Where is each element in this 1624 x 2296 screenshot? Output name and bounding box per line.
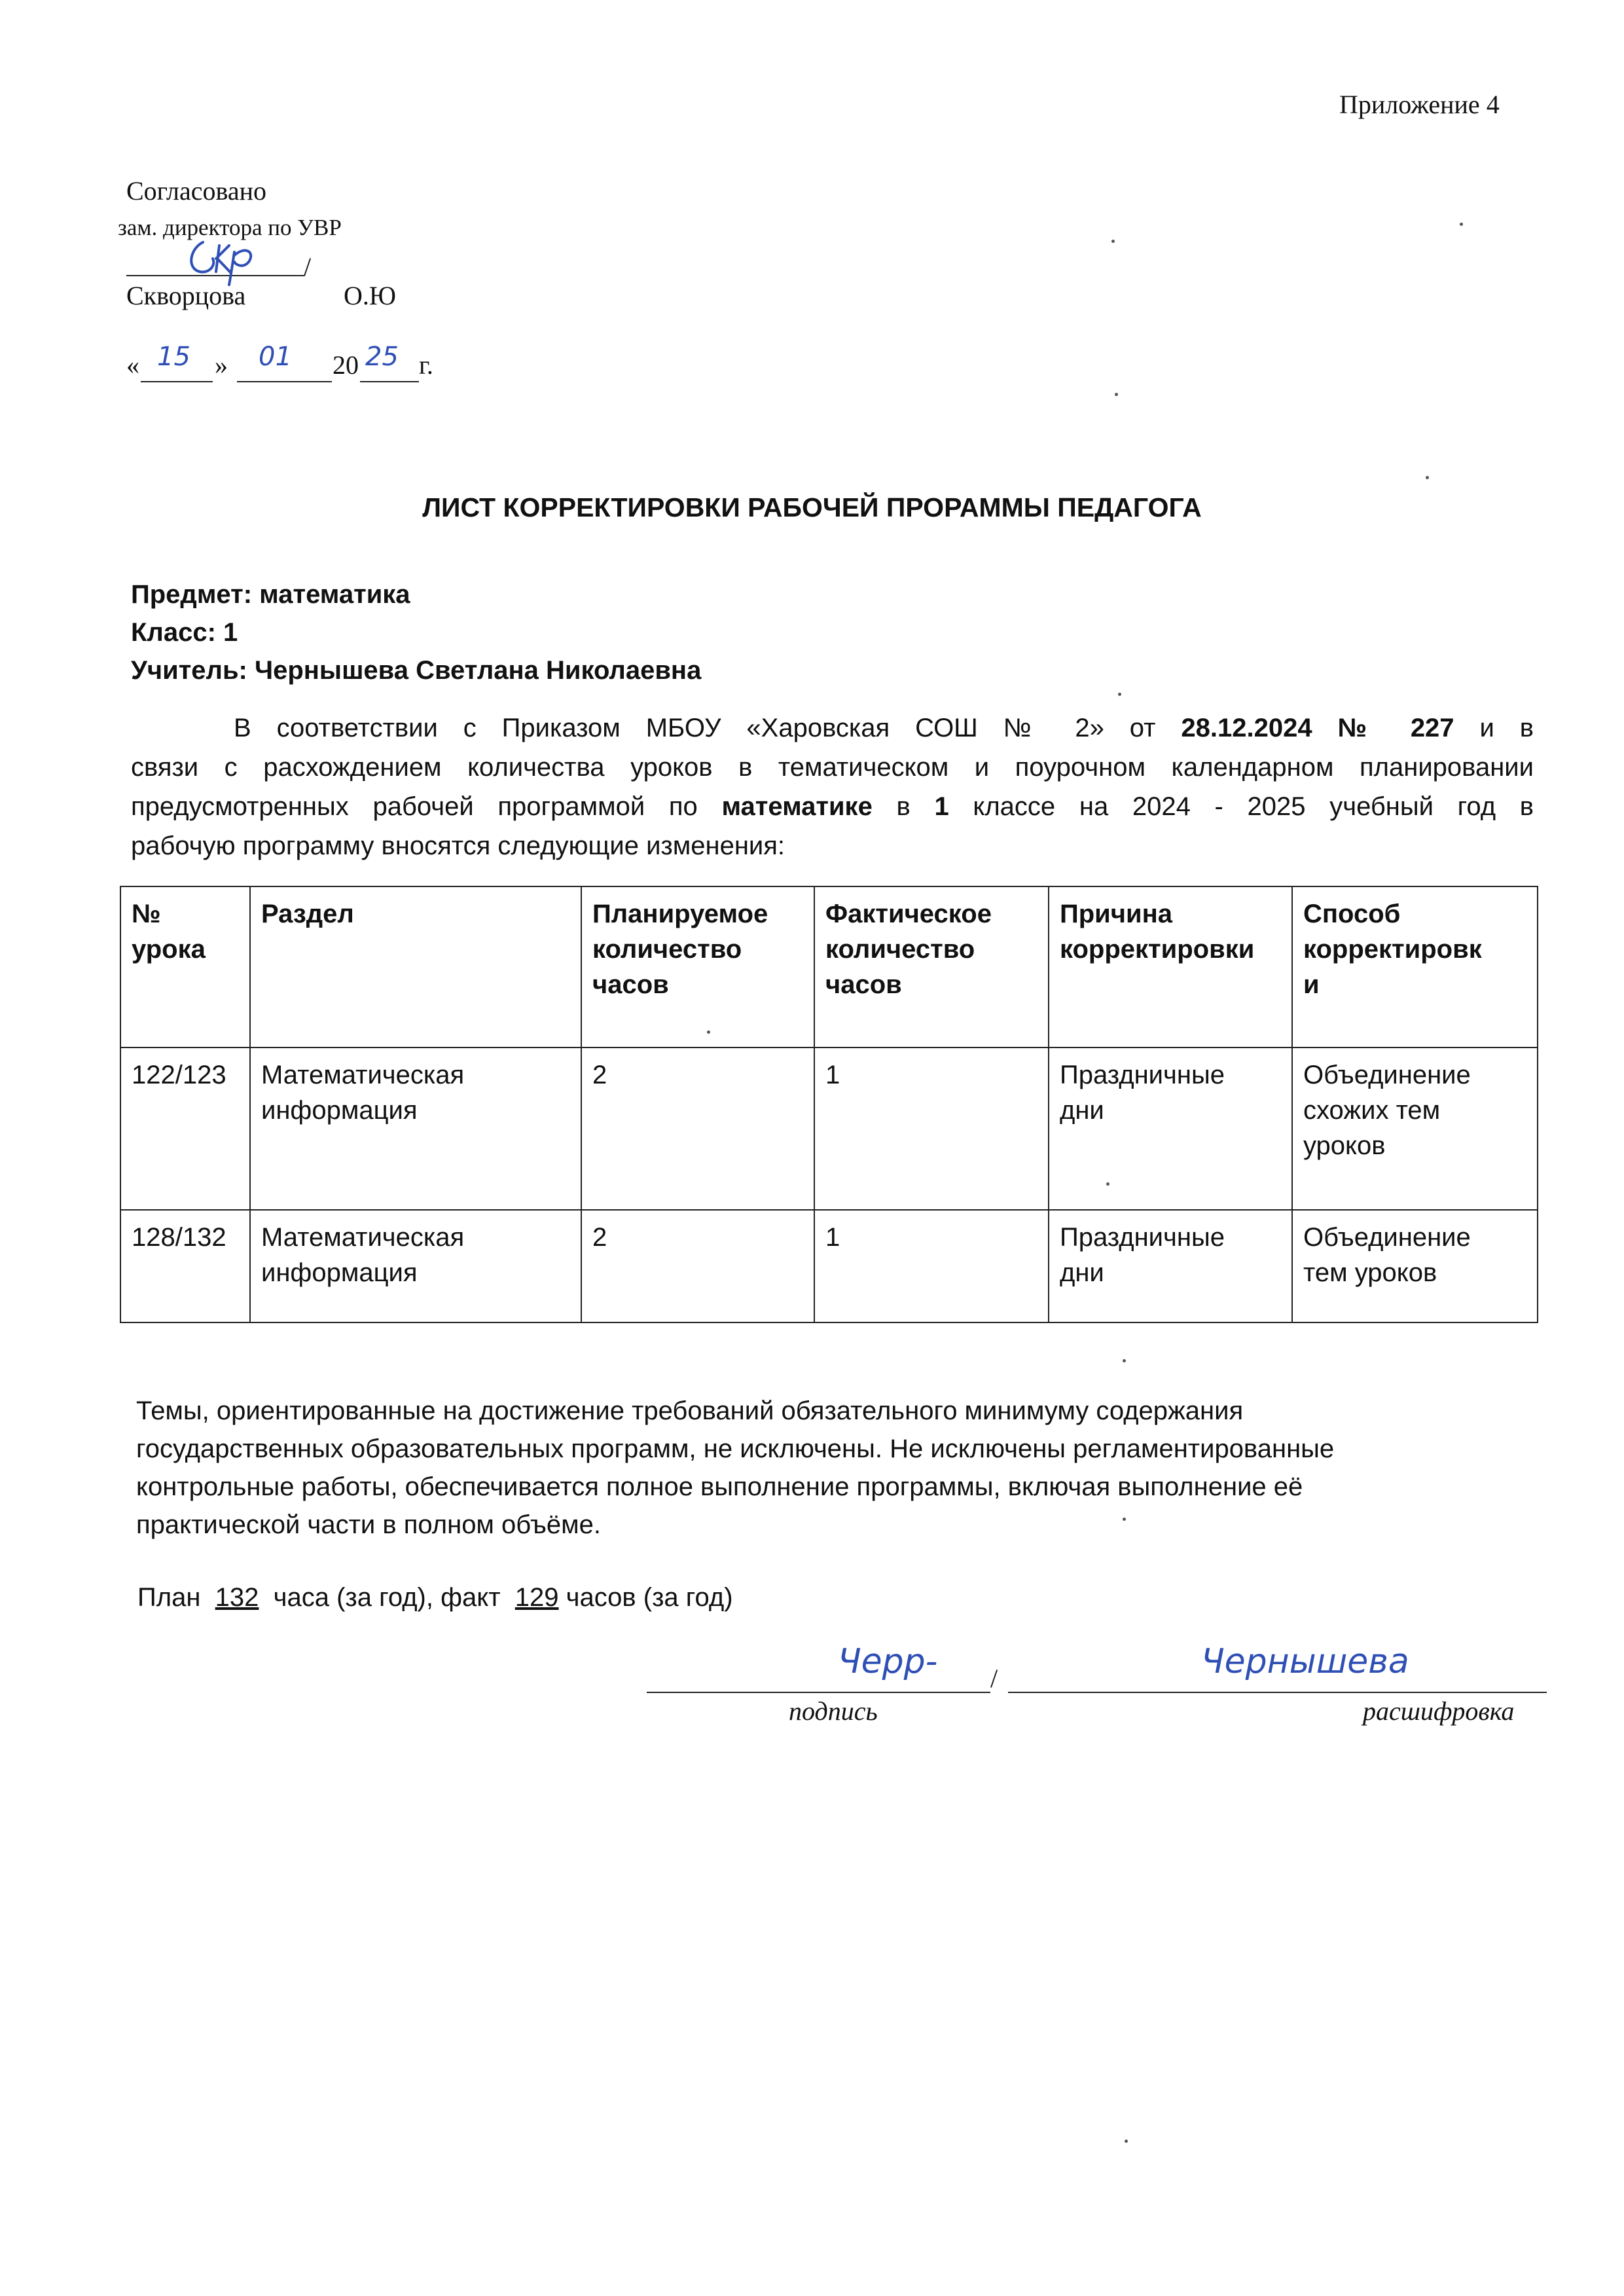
intro-line-4: рабочую программу вносятся следующие изменения: xyxy=(131,831,785,860)
date-month-line xyxy=(237,381,332,382)
cell-actual: 1 xyxy=(814,1210,1049,1322)
document-heading: ЛИСТ КОРРЕКТИРОВКИ РАБОЧЕЙ ПРОРАММЫ ПЕДАГОГА xyxy=(422,492,1202,522)
scan-speck xyxy=(1111,240,1115,243)
cell-actual: 1 xyxy=(814,1048,1049,1210)
appendix-label: Приложение 4 xyxy=(1339,90,1500,119)
teacher-label: Учитель: xyxy=(131,656,247,685)
cell-lesson: 122/123 xyxy=(120,1048,250,1210)
cell-lesson: 128/132 xyxy=(120,1210,250,1322)
closing-paragraph xyxy=(136,1392,1537,1544)
signature-line xyxy=(647,1692,990,1693)
plan-value: 132 xyxy=(215,1583,259,1612)
fact-value: 129 xyxy=(514,1583,559,1612)
scan-speck xyxy=(707,1030,710,1034)
signature-handwritten: Черр- xyxy=(838,1642,938,1681)
table-row xyxy=(120,1210,1538,1322)
cell-section: Математическая информация xyxy=(250,1210,581,1322)
cell-method: Объединение тем уроков xyxy=(1292,1210,1538,1322)
cell-reason: Праздничные дни xyxy=(1049,1210,1292,1322)
scan-speck xyxy=(1106,1182,1110,1186)
closing-line-2: государственных образовательных программ, не исключены. Не исключены регламентированные xyxy=(136,1434,1335,1463)
class-value: 1 xyxy=(223,618,238,647)
scan-speck xyxy=(1460,223,1463,226)
date-day: 15 xyxy=(157,342,190,372)
closing-line-3: контрольные работы, обеспечивается полное выполнение программы, включая выполнение её xyxy=(136,1472,1303,1501)
scan-speck xyxy=(1123,1359,1126,1362)
subject-line xyxy=(131,580,410,610)
date-month: 01 xyxy=(259,342,292,372)
subject-label: Предмет: xyxy=(131,580,253,609)
date-year-line xyxy=(360,381,419,382)
table-header-row xyxy=(120,886,1538,1048)
scan-speck xyxy=(1426,476,1429,479)
corrections-table xyxy=(120,886,1538,1323)
caption-signature: подпись xyxy=(789,1696,878,1726)
approval-position: зам. директора по УВР xyxy=(118,215,342,240)
date-year-end: г. xyxy=(419,350,433,380)
intro-line-3: предусмотренных рабочей программой по математике в 1 классе на 2024 - 2025 учебный год в xyxy=(131,792,1534,821)
scan-speck xyxy=(1115,393,1118,396)
order-date: 28.12.2024 xyxy=(1181,714,1312,742)
cell-planned: 2 xyxy=(581,1210,814,1322)
cell-reason: Праздничные дни xyxy=(1049,1048,1292,1210)
table-row xyxy=(120,1048,1538,1210)
plan-end: часов (за год) xyxy=(566,1583,733,1612)
scan-speck xyxy=(1118,693,1121,696)
teacher-value: Чернышева Светлана Николаевна xyxy=(254,656,702,685)
subject-value: математика xyxy=(259,580,410,609)
date-year-suffix: 25 xyxy=(365,342,399,372)
approval-name-last: Скворцова xyxy=(126,281,246,310)
plan-label: План xyxy=(137,1583,201,1612)
header-method: Способ корректировк и xyxy=(1292,886,1538,1048)
scan-speck xyxy=(1125,2140,1128,2143)
name-line xyxy=(1008,1692,1547,1693)
date-year-prefix: 20 xyxy=(333,350,359,380)
approval-signature xyxy=(183,229,275,288)
class-label: Класс: xyxy=(131,618,216,647)
cell-method: Объединение схожих тем уроков xyxy=(1292,1048,1538,1210)
cell-section: Математическая информация xyxy=(250,1048,581,1210)
intro-line-2: связи с расхождением количества уроков в тематическом и поурочном календарном планировании xyxy=(131,753,1534,782)
scan-speck xyxy=(1123,1518,1126,1521)
date-close-quote: » xyxy=(215,350,228,380)
name-handwritten: Чернышева xyxy=(1201,1642,1409,1681)
signature-slash: / xyxy=(990,1664,998,1693)
intro-line-1: В соответствии с Приказом МБОУ «Харовская СОШ № 2» от 28.12.2024 № 227 и в xyxy=(234,714,1534,742)
plan-line xyxy=(137,1583,733,1613)
date-day-line xyxy=(141,381,213,382)
header-lesson-number: № урока xyxy=(120,886,250,1048)
teacher-line xyxy=(131,656,701,685)
closing-line-4: практической части в полном объёме. xyxy=(136,1510,601,1539)
approval-title: Согласовано xyxy=(126,176,267,206)
closing-line-1: Темы, ориентированные на достижение требований обязательного минимуму содержания xyxy=(136,1396,1244,1425)
header-planned-hours: Планируемое количество часов xyxy=(581,886,814,1048)
approval-slash: / xyxy=(304,252,312,282)
header-reason: Причина корректировки xyxy=(1049,886,1292,1048)
caption-decoding: расшифровка xyxy=(1363,1696,1515,1726)
date-open-quote: « xyxy=(126,350,139,380)
class-line xyxy=(131,618,238,647)
intro-paragraph xyxy=(131,708,1534,866)
header-actual-hours: Фактическое количество часов xyxy=(814,886,1049,1048)
approval-name-initials: О.Ю xyxy=(344,281,396,310)
order-number: № 227 xyxy=(1312,714,1454,742)
cell-planned: 2 xyxy=(581,1048,814,1210)
plan-mid: часа (за год), факт xyxy=(273,1583,501,1612)
header-section: Раздел xyxy=(250,886,581,1048)
